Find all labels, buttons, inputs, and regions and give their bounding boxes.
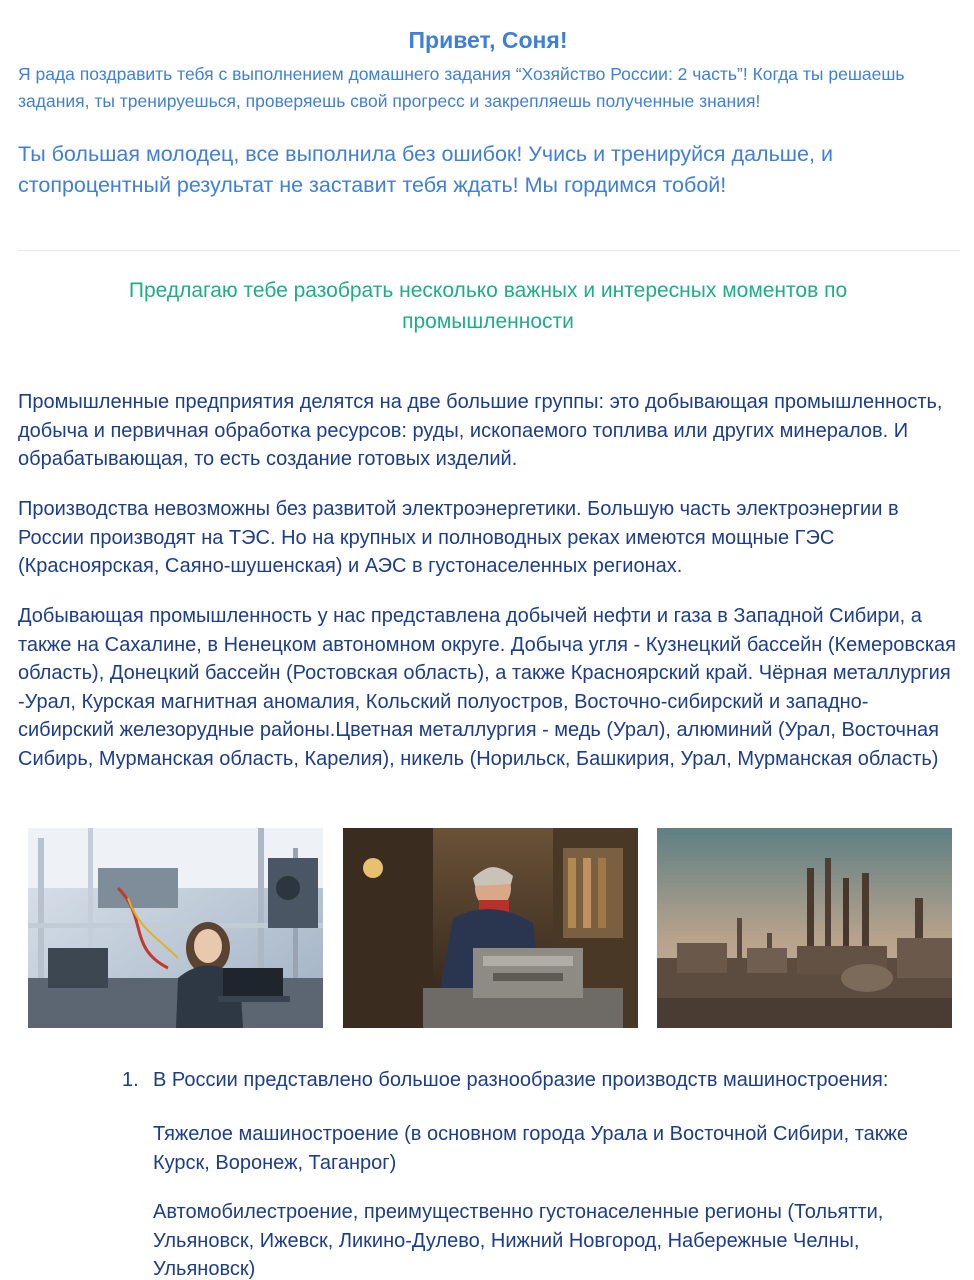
greeting-heading: Привет, Соня! bbox=[408, 27, 568, 53]
list-subitem-heavy-machinery: Тяжелое машиностроение (в основном города Урала и Восточной Сибири, также Курск, Воронеж, Таганрог) bbox=[153, 1123, 908, 1174]
section-subheading: Предлагаю тебе разобрать несколько важных и интересных моментов по промышленности bbox=[128, 279, 848, 333]
lab-engineer-photo bbox=[28, 828, 323, 1028]
intro-text: Я рада поздравить тебя с выполнением домашнего задания “Хозяйство России: 2 часть”! Когда ты решаешь задания, ты тренируешься, проверяешь свой прогресс и закрепляешь полученные знания! bbox=[18, 64, 905, 111]
list-subitem-automotive: Автомобилестроение, преимущественно густонаселенные регионы (Тольятти, Ульяновск, Ижевск, Ликино-Дулево, Нижний Новгород, Набережные Челны, Ульяновск) bbox=[153, 1201, 884, 1280]
paragraph-industry-groups: Промышленные предприятия делятся на две большие группы: это добывающая промышленность, добыча и первичная обработка ресурсов: руды, ископаемого топлива или других минералов. И обрабатывающая, то есть создание готовых изделий. bbox=[18, 391, 943, 470]
paragraph-energy: Производства невозможны без развитой электроэнергетики. Большую часть электроэнергии в России производят на ТЭС. Но на крупных и полноводных реках имеются мощные ГЭС (Красноярская, Саяно-шушенская) и АЭС в густонаселенных регионах. bbox=[18, 498, 899, 577]
section-divider bbox=[18, 250, 960, 251]
praise-text: Ты большая молодец, все выполнила без ошибок! Учись и тренируйся дальше, и стопроцентный результат не заставит тебя ждать! Мы гордимся тобой! bbox=[18, 142, 833, 197]
paragraph-mining: Добывающая промышленность у нас представлена добычей нефти и газа в Западной Сибири, а также на Сахалине, в Ненецком автономном округе. Добыча угля - Кузнецкий бассейн (Кемеровская область), Донецкий бассейн (Ростовская область), а также Красноярский край. Чёрная металлургия -Урал, Курская магнитная аномалия, Кольский полуостров, Восточно-сибирский и западно-сибирский железорудные районы.Цветная металлургия - медь (Урал), алюминий (Урал, Восточная Сибирь, Мурманская область, Карелия), никель (Норильск, Башкирия, Урал, Мурманская область) bbox=[18, 605, 956, 770]
factory-worker-photo bbox=[343, 828, 638, 1028]
industrial-plant-photo bbox=[657, 828, 952, 1028]
list-number: 1. bbox=[122, 1069, 139, 1091]
list-item-title: В России представлено большое разнообразие производств машиностроения: bbox=[153, 1069, 889, 1091]
